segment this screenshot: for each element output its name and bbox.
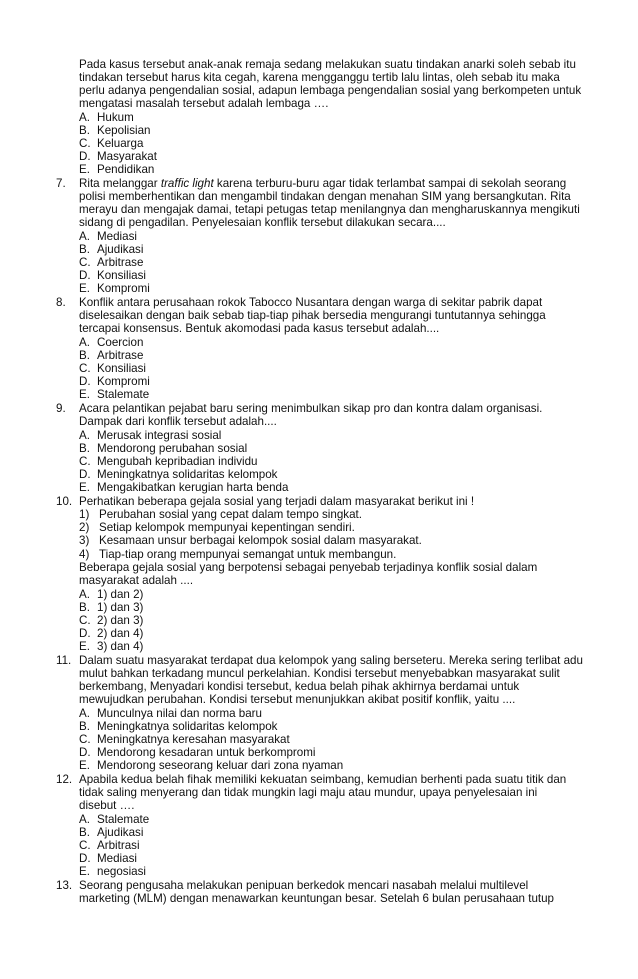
option-text: Merusak integrasi sosial xyxy=(97,429,222,442)
option-d xyxy=(79,269,146,282)
option-c xyxy=(79,256,143,269)
question-text-line: mengatasi masalah tersebut adalah lembaga …. xyxy=(79,97,329,110)
option-letter: B. xyxy=(79,124,90,137)
option-text: Mengakibatkan kerugian harta benda xyxy=(97,481,289,494)
option-text: Hukum xyxy=(97,111,134,124)
question-text-line: mewujudkan perubahan. Kondisi tersebut menunjukkan akibat positif konflik, yaitu .... xyxy=(79,693,516,706)
question-text-line: masyarakat adalah .... xyxy=(79,574,194,587)
option-a xyxy=(79,230,137,243)
option-text: Mendorong perubahan sosial xyxy=(97,442,248,455)
option-letter: C. xyxy=(79,455,91,468)
option-c xyxy=(79,455,258,468)
question-intro: Perhatikan beberapa gejala sosial yang terjadi dalam masyarakat berikut ini ! xyxy=(79,495,475,508)
question-text-line: Seorang pengusaha melakukan penipuan berkedok mencari nasabah melalui multilevel xyxy=(79,879,529,892)
option-text: 2) dan 3) xyxy=(97,614,144,627)
option-letter: B. xyxy=(79,601,90,614)
option-letter: C. xyxy=(79,733,91,746)
statement-item xyxy=(79,548,396,561)
option-letter: C. xyxy=(79,137,91,150)
statement-text: Perubahan sosial yang cepat dalam tempo singkat. xyxy=(99,508,362,521)
option-letter: D. xyxy=(79,269,91,282)
option-text: Konsiliasi xyxy=(97,362,146,375)
option-e xyxy=(79,481,288,494)
option-text: Stalemate xyxy=(97,813,150,826)
statement-item xyxy=(79,508,362,521)
option-text: Masyarakat xyxy=(97,150,157,163)
question-text-line: berkembang, Menyadari kondisi tersebut, kedua belah pihak akhirnya berdamai untuk xyxy=(79,680,520,693)
option-d xyxy=(79,150,157,163)
option-d xyxy=(79,852,137,865)
italic-term: traffic light xyxy=(160,177,214,190)
option-text: Pendidikan xyxy=(97,163,155,176)
option-letter: B. xyxy=(79,826,90,839)
question-text-line: mulut bahkan terkadang muncul perkelahian. Kondisi tersebut menyebabkan masyarakat sulit xyxy=(79,667,560,680)
option-letter: D. xyxy=(79,375,91,388)
option-letter: E. xyxy=(79,282,90,295)
question-text-line: perlu adanya pengendalian sosial, adapun lembaga pengendalian sosial yang berkompeten untuk xyxy=(79,84,582,97)
option-text: Mediasi xyxy=(97,852,137,865)
option-letter: D. xyxy=(79,852,91,865)
question-text-line: sidang di pengadilan. Penyelesaian konflik tersebut dilakukan secara.... xyxy=(79,216,446,229)
question-number: 9. xyxy=(56,402,66,415)
option-text: Ajudikasi xyxy=(97,826,144,839)
option-b xyxy=(79,124,151,137)
question-text-line: Beberapa gejala sosial yang berpotensi sebagai penyebab terjadinya konflik sosial dalam xyxy=(79,561,538,574)
option-text: Mengubah kepribadian individu xyxy=(97,455,258,468)
question-text-line: tindakan tersebut harus kita cegah, karena mengganggu tertib lalu lintas, oleh sebab itu maka xyxy=(79,71,560,84)
option-letter: B. xyxy=(79,349,90,362)
option-text: Arbitrase xyxy=(97,349,144,362)
text-segment: karena terburu-buru agar tidak terlambat sampai di sekolah seorang xyxy=(213,177,567,190)
question-text-line: disebut …. xyxy=(79,799,135,812)
question-number: 12. xyxy=(56,773,73,786)
question-number: 7. xyxy=(56,177,66,190)
option-text: 3) dan 4) xyxy=(97,640,144,653)
option-text: Meningkatnya solidaritas kelompok xyxy=(97,720,278,733)
option-d xyxy=(79,468,277,481)
option-a xyxy=(79,588,143,601)
option-letter: C. xyxy=(79,614,91,627)
option-text: Mendorong kesadaran untuk berkompromi xyxy=(97,746,316,759)
option-d xyxy=(79,375,150,388)
option-letter: E. xyxy=(79,481,90,494)
option-text: Munculnya nilai dan norma baru xyxy=(97,707,262,720)
option-letter: B. xyxy=(79,720,90,733)
option-text: Arbitrase xyxy=(97,256,144,269)
option-c xyxy=(79,362,146,375)
question-text-line: Apabila kedua belah fihak memiliki kekuatan seimbang, kemudian berhenti pada suatu titik dan xyxy=(79,773,567,786)
option-b xyxy=(79,826,143,839)
option-e xyxy=(79,865,146,878)
option-letter: A. xyxy=(79,429,90,442)
option-c xyxy=(79,839,140,852)
option-d xyxy=(79,746,315,759)
option-text: Meningkatnya keresahan masyarakat xyxy=(97,733,290,746)
option-c xyxy=(79,137,143,150)
option-a xyxy=(79,429,221,442)
option-letter: D. xyxy=(79,746,91,759)
question-number: 8. xyxy=(56,296,66,309)
statement-number: 3) xyxy=(79,534,90,547)
option-letter: A. xyxy=(79,230,90,243)
option-e xyxy=(79,388,149,401)
question-number: 11. xyxy=(56,654,72,667)
option-letter: D. xyxy=(79,627,91,640)
option-letter: A. xyxy=(79,813,90,826)
option-letter: B. xyxy=(79,243,90,256)
option-c xyxy=(79,614,143,627)
statement-text: Kesamaan unsur berbagai kelompok sosial dalam masyarakat. xyxy=(99,534,422,547)
option-text: Stalemate xyxy=(97,388,150,401)
option-a xyxy=(79,336,143,349)
statement-text: Setiap kelompok mempunyai kepentingan sendiri. xyxy=(99,521,355,534)
option-b xyxy=(79,243,143,256)
option-b xyxy=(79,720,277,733)
option-text: Arbitrasi xyxy=(97,839,140,852)
option-b xyxy=(79,349,143,362)
option-d xyxy=(79,627,143,640)
option-text: negosiasi xyxy=(97,865,146,878)
option-text: 1) dan 3) xyxy=(97,601,144,614)
option-text: Kepolisian xyxy=(97,124,151,137)
option-text: Coercion xyxy=(97,336,144,349)
option-a xyxy=(79,813,149,826)
option-letter: E. xyxy=(79,865,90,878)
statement-item xyxy=(79,534,422,547)
option-text: Meningkatnya solidaritas kelompok xyxy=(97,468,278,481)
option-e xyxy=(79,640,143,653)
option-b xyxy=(79,442,247,455)
option-letter: D. xyxy=(79,150,91,163)
option-text: Konsiliasi xyxy=(97,269,146,282)
statement-number: 1) xyxy=(79,508,90,521)
question-number: 13. xyxy=(56,879,73,892)
option-letter: E. xyxy=(79,640,90,653)
text-segment: Rita melanggar xyxy=(79,177,161,190)
option-a xyxy=(79,707,262,720)
statement-text: Tiap-tiap orang mempunyai semangat untuk membangun. xyxy=(99,548,397,561)
question-text-line: Acara pelantikan pejabat baru sering menimbulkan sikap pro dan kontra dalam organisasi. xyxy=(79,402,543,415)
option-text: 1) dan 2) xyxy=(97,588,144,601)
question-text-line: Pada kasus tersebut anak-anak remaja sedang melakukan suatu tindakan anarki soleh sebab itu xyxy=(79,58,576,71)
statement-number: 4) xyxy=(79,548,90,561)
option-letter: A. xyxy=(79,336,90,349)
question-text-line: polisi memberhentikan dan mengambil tindakan dengan menahan SIM yang bersangkutan. Rita xyxy=(79,190,571,203)
option-text: Mendorong seseorang keluar dari zona nyaman xyxy=(97,759,344,772)
question-text-line: merayu dan mengajak damai, tetapi petugas tetap menilangnya dan mengharuskannya mengikuti xyxy=(79,203,580,216)
question-text-line: marketing (MLM) dengan menawarkan keuntungan besar. Setelah 6 bulan perusahaan tutup xyxy=(79,892,555,905)
statement-item xyxy=(79,521,355,534)
option-letter: C. xyxy=(79,362,91,375)
option-text: Keluarga xyxy=(97,137,144,150)
option-letter: E. xyxy=(79,163,90,176)
option-letter: A. xyxy=(79,707,90,720)
statement-number: 2) xyxy=(79,521,90,534)
question-text-line: Dalam suatu masyarakat terdapat dua kelompok yang saling berseteru. Mereka sering terlibat adu xyxy=(79,654,583,667)
option-e xyxy=(79,759,343,772)
option-a xyxy=(79,111,134,124)
option-letter: A. xyxy=(79,111,90,124)
option-text: 2) dan 4) xyxy=(97,627,144,640)
option-e xyxy=(79,282,150,295)
question-text-line: tercapai konsensus. Bentuk akomodasi pada kasus tersebut adalah.... xyxy=(79,322,440,335)
option-letter: E. xyxy=(79,759,90,772)
option-letter: E. xyxy=(79,388,90,401)
option-letter: D. xyxy=(79,468,91,481)
option-e xyxy=(79,163,154,176)
question-text-line: Konflik antara perusahaan rokok Tabocco Nusantara dengan warga di sekitar pabrik dapat xyxy=(79,296,543,309)
question-text-line: tidak saling menyerang dan tidak mungkin lagi maju atau mundur, upaya penyelesaian ini xyxy=(79,786,538,799)
question-text-line: Dampak dari konflik tersebut adalah.... xyxy=(79,415,277,428)
option-text: Kompromi xyxy=(97,282,150,295)
option-letter: A. xyxy=(79,588,90,601)
option-letter: B. xyxy=(79,442,90,455)
question-text-line: diselesaikan dengan baik sebab tiap-tiap pihak bersedia mengurangi tuntutannya sehingga xyxy=(79,309,546,322)
option-text: Ajudikasi xyxy=(97,243,144,256)
option-text: Mediasi xyxy=(97,230,137,243)
question-text-line xyxy=(79,177,566,190)
option-c xyxy=(79,733,290,746)
option-text: Kompromi xyxy=(97,375,150,388)
option-letter: C. xyxy=(79,839,91,852)
option-b xyxy=(79,601,143,614)
question-number: 10. xyxy=(56,495,73,508)
option-letter: C. xyxy=(79,256,91,269)
